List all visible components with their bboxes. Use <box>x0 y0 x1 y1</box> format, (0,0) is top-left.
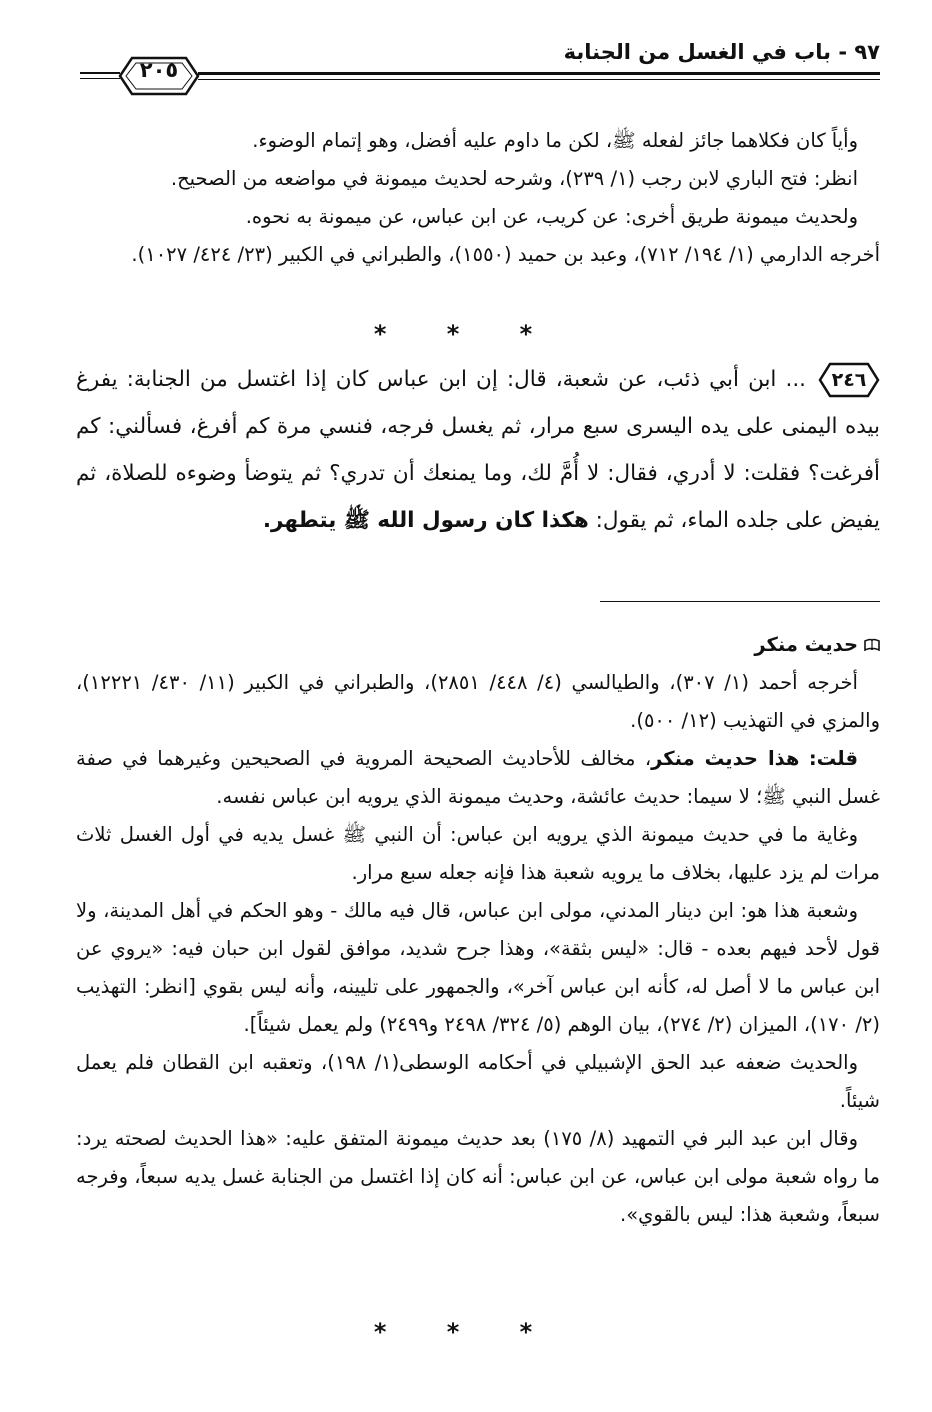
page-number: ٢٠٥ <box>139 58 179 82</box>
header-rule-left-thin <box>80 78 120 79</box>
commentary-block <box>76 626 880 1234</box>
hadith-body: ... ابن أبي ذئب، عن شعبة، قال: إن ابن عباس كان إذا اغتسل من الجنابة: يفرغ بيده اليمنى على يده اليسرى سبع مرار، ثم يغسل فرجه، فنسي مرة كم أفرغ، فسألني: كم أفرغت؟ فقلت: لا أدري، فقال: لا أُمَّ لك، وما يمنعك أن تدري؟ ثم يتوضأ وضوءه للصلاة، ثم يفيض على جلده الماء، ثم يقول: <box>76 367 880 533</box>
qult-paragraph: قلت: هذا حديث منكر، مخالف للأحاديث الصحيحة المروية في الصحيحين وغيرهما في صفة غسل النبي ﷺ؛ لا سيما: حديث عائشة، وحديث ميمونة الذي يرويه ابن عباس نفسه. <box>76 747 880 808</box>
paragraph: انظر: فتح الباري لابن رجب (١/ ٢٣٩)، وشرحه لحديث ميمونة في مواضعه من الصحيح. <box>170 167 858 190</box>
separator-stars-bottom: * * * <box>373 1318 559 1346</box>
paragraph: ولحديث ميمونة طريق أخرى: عن كريب، عن ابن عباس، عن ميمونة به نحوه. <box>245 205 858 228</box>
hadith-text <box>76 356 880 544</box>
hadith-body-bold: هكذا كان رسول الله ﷺ يتطهر. <box>262 508 589 533</box>
hadith-number-badge <box>818 362 880 398</box>
paragraph: وقال ابن عبد البر في التمهيد (٨/ ١٧٥) بعد حديث ميمونة المتفق عليه: «هذا الحديث لصحته يرد: ما رواه شعبة مولى ابن عباس، عن ابن عباس: أنه كان إذا اغتسل من الجنابة غسل يديه سبعاً، وفرجه سبعاً، وشعبة هذا: ليس بالقوي». <box>76 1127 880 1226</box>
header-rule <box>198 72 880 75</box>
paragraph: والحديث ضعفه عبد الحق الإشبيلي في أحكامه الوسطى(١/ ١٩٨)، وتعقبه ابن القطان فلم يعمل شيئاً. <box>76 1051 880 1112</box>
hadith-block <box>76 356 880 544</box>
takhrij-paragraph: أخرجه أحمد (١/ ٣٠٧)، والطيالسي (٤/ ٤٤٨/ ٢٨٥١)، والطبراني في الكبير (١١/ ٤٣٠/ ١٢٢٢١)، والمزي في التهذيب (١٢/ ٥٠٠). <box>76 671 880 732</box>
hadith-number: ٢٤٦ <box>831 369 867 391</box>
section-heading: حديث منكر <box>76 626 880 664</box>
paragraph: وغاية ما في حديث ميمونة الذي يرويه ابن عباس: أن النبي ﷺ غسل يديه في أول الغسل ثلاث مرات لم يزد عليها، بخلاف ما يرويه شعبة هذا فإنه جعله سبع مرار. <box>76 823 880 884</box>
separator-stars: * * * <box>373 320 559 348</box>
header-rule-thin <box>198 79 880 80</box>
paragraph: وشعبة هذا هو: ابن دينار المدني، مولى ابن عباس، قال فيه مالك - وهو الحكم في أهل المدينة، ولا قول لأحد فيهم بعده - قال: «ليس بثقة»، وهذا جرح شديد، موافق لقول ابن حبان فيه: «يروي عن ابن عباس ما لا أصل له، كأنه ابن عباس آخر»، والجمهور على تليينه، وأنه ليس بقوي [انظر: التهذيب (٢/ ١٧٠)، الميزان (٢/ ٢٧٤)، بيان الوهم (٥/ ٣٢٤/ ٢٤٩٨ و٢٤٩٩) ولم يعمل شيئاً]. <box>76 899 880 1036</box>
paragraph: وأياً كان فكلاهما جائز لفعله ﷺ، لكن ما داوم عليه أفضل، وهو إتمام الوضوء. <box>252 129 858 152</box>
book-icon <box>864 638 880 652</box>
footnote-divider <box>600 601 880 602</box>
header-rule-left <box>80 72 120 74</box>
footnote-continuation <box>76 122 880 274</box>
chapter-header-title: ٩٧ - باب في الغسل من الجنابة <box>563 40 880 64</box>
paragraph: أخرجه الدارمي (١/ ١٩٤/ ٧١٢)، وعبد بن حميد (١٥٥٠)، والطبراني في الكبير (٢٣/ ٤٢٤/ ١٠٢٧). <box>131 243 880 266</box>
